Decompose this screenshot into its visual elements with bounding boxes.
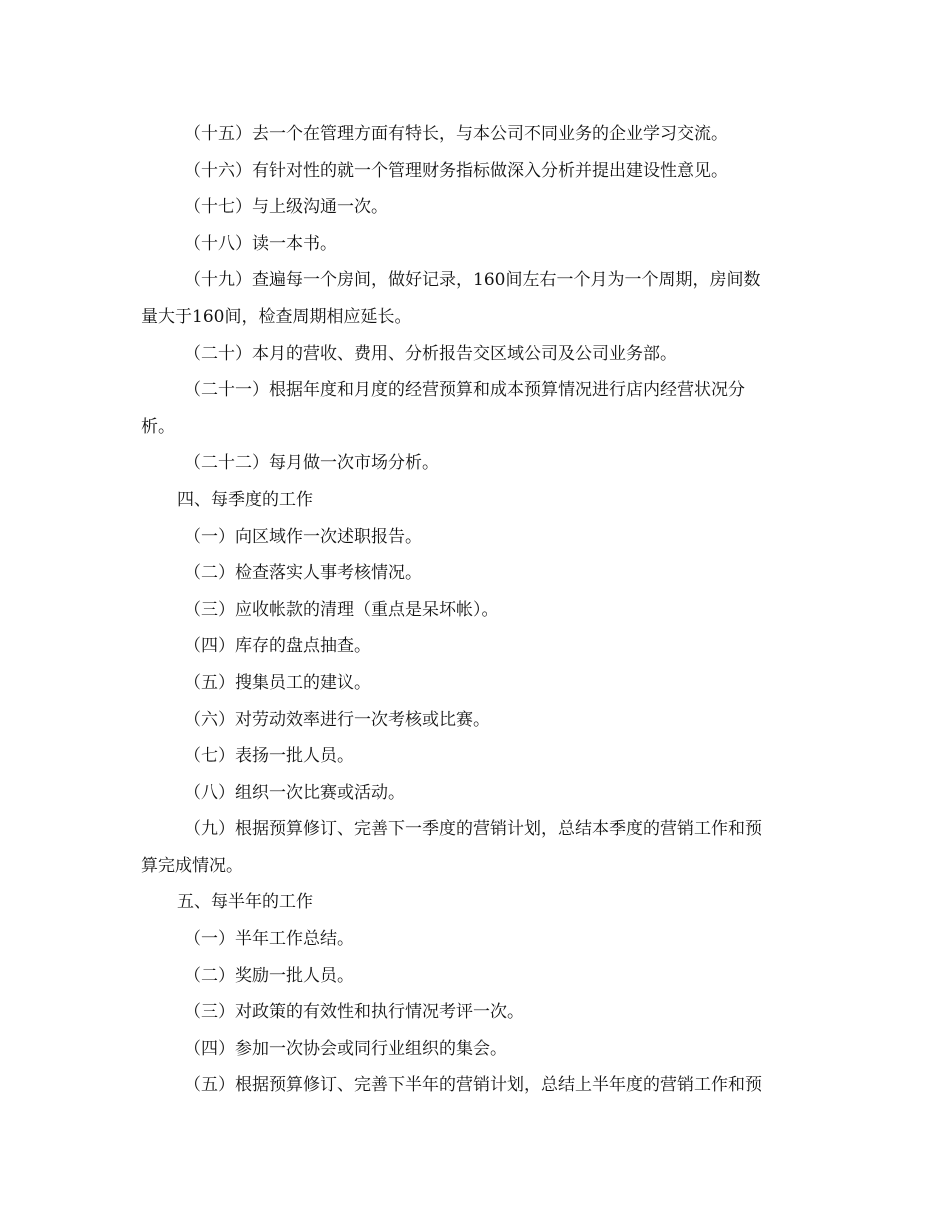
list-item: （五）根据预算修订、完善下半年的营销计划，总结上半年度的营销工作和预 [184,1075,762,1096]
text-line: （二十一）根据年度和月度的经营预算和成本预算情况进行店内经营状况分 [184,380,745,401]
text-line: （十七）与上级沟通一次。 [184,197,388,218]
list-item: （六）对劳动效率进行一次考核或比赛。 [184,709,490,730]
list-item: （八）组织一次比赛或活动。 [184,782,405,803]
list-item: （五）搜集员工的建议。 [184,672,371,693]
list-item: （四）参加一次协会或同行业组织的集会。 [184,1038,507,1059]
list-item: （四）库存的盘点抽查。 [184,636,371,657]
document-body [141,116,821,1104]
text-line: （十八）读一本书。 [184,233,337,254]
list-item: （三）对政策的有效性和执行情况考评一次。 [184,1002,524,1023]
text-line: （二十）本月的营收、费用、分析报告交区域公司及公司业务部。 [184,343,677,364]
list-item: 算完成情况。 [141,855,243,876]
text-line: 析。 [141,416,175,437]
list-item: （七）表扬一批人员。 [184,746,354,767]
list-item: （二）奖励一批人员。 [184,965,354,986]
text-line: （十五）去一个在管理方面有特长，与本公司不同业务的企业学习交流。 [184,124,728,144]
list-item: （三）应收帐款的清理（重点是呆坏帐）。 [184,599,499,620]
list-item: （二）检查落实人事考核情况。 [184,563,422,584]
list-item: （一）向区域作一次述职报告。 [184,526,422,547]
section-heading-half-year: 五、每半年的工作 [177,892,313,913]
text-line: 量大于160间，检查周期相应延长。 [141,306,412,327]
text-line: （十九）查遍每一个房间，做好记录，160间左右一个月为一个周期，房间数 [184,270,761,291]
list-item: （一）半年工作总结。 [184,929,354,950]
list-item: （九）根据预算修订、完善下一季度的营销计划，总结本季度的营销工作和预 [184,819,762,840]
section-heading-quarterly: 四、每季度的工作 [177,489,313,510]
text-line: （十六）有针对性的就一个管理财务指标做深入分析并提出建设性意见。 [184,160,728,181]
text-line: （二十二）每月做一次市场分析。 [184,453,439,474]
